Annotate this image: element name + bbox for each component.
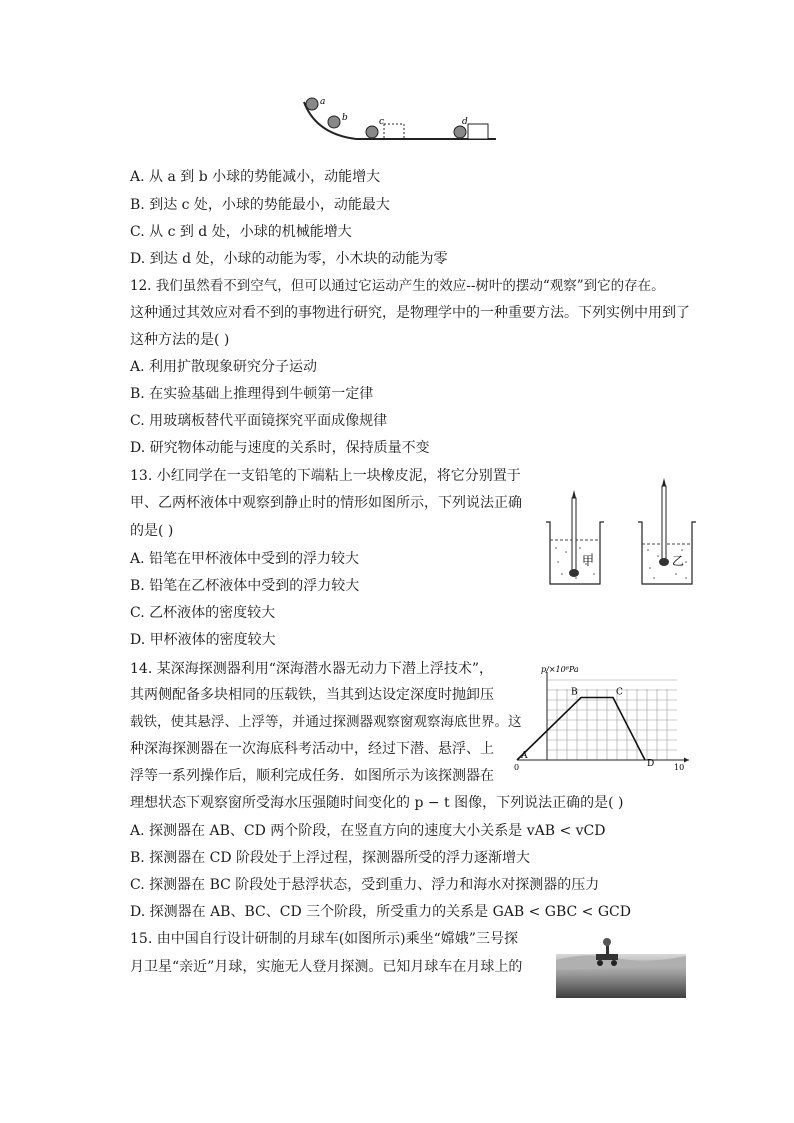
q14-stem-line6: 理想状态下观察窗所受海水压强随时间变化的 p − t 图像，下列说法正确的是( ) [130,795,624,811]
q13-option-d: D. 甲杯液体的密度较大 [130,632,276,648]
point-label-C: C [616,687,623,698]
q11-label-b: b [342,113,348,123]
q11-option-d: D. 到达 d 处，小球的动能为零，小木块的动能为零 [130,251,448,267]
q14-option-b: B. 探测器在 CD 阶段处于上浮过程，探测器所受的浮力逐渐增大 [130,850,531,866]
q11-option-a: A. 从 a 到 b 小球的势能减小，动能增大 [130,169,381,185]
q11-label-d: d [462,117,468,127]
q14-stem-line5: 浮等一系列操作后，顺利完成任务．如图所示为该探测器在 [130,768,494,784]
q13-label-jia: 甲 [582,554,595,568]
chart-grid [547,680,677,760]
q14-stem-line3: 载铁，使其悬浮、上浮等，并通过探测器观察窗观察海底世界。这 [130,714,522,730]
q13-label-yi: 乙 [672,554,685,568]
q13-stem-line2: 甲、乙两杯液体中观察到静止时的情形如图所示，下列说法正确 [130,495,522,511]
q12-option-c: C. 用玻璃板替代平面镜探究平面成像规律 [130,413,388,429]
q12-option-b: B. 在实验基础上推理得到牛顿第一定律 [130,386,374,402]
q14-option-a: A. 探测器在 AB、CD 两个阶段，在竖直方向的速度大小关系是 vAB < vCD [130,823,606,839]
q15-lunar-rover-photo [556,936,686,998]
q12-stem-line3: 这种方法的是( ) [130,332,230,348]
point-label-D: D [647,759,655,769]
q13-beakers-figure [540,478,700,586]
q14-stem-line1: 14. 某深海探测器利用“深海潜水器无动力下潜上浮技术”， [130,661,494,677]
q11-label-a: a [320,97,326,107]
q13-option-a: A. 铅笔在甲杯液体中受到的浮力较大 [130,551,360,567]
q15-stem-line2: 月卫星“亲近”月球，实施无人登月探测。已知月球车在月球上的 [130,959,523,975]
beaker-right [638,478,696,584]
q11-option-b: B. 到达 c 处，小球的势能最小，动能最大 [130,197,390,213]
q12-stem-line1: 12. 我们虽然看不到空气，但可以通过它运动产生的效应--树叶的摆动“观察”到它的存在。 [130,278,665,294]
x-tick-label: 10 [674,763,685,772]
beaker-left [546,490,604,584]
q14-stem-line2: 其两侧配备多块相同的压载铁，当其到达设定深度时抛卸压 [130,687,494,703]
point-label-A: A [521,751,528,761]
q15-stem-line1: 15. 由中国自行设计研制的月球车(如图所示)乘坐“嫦娥”三号探 [130,931,518,947]
chart-axes [514,672,689,772]
x-tick-label: 0 [514,763,520,772]
series-line [517,698,645,761]
q14-option-c: C. 探测器在 BC 阶段处于悬浮状态，受到重力、浮力和海水对探测器的压力 [130,877,600,893]
chart-y-axis-label: p/×10⁶Pa [541,665,579,674]
q12-option-d: D. 研究物体动能与速度的关系时，保持质量不变 [130,440,430,456]
q12-option-a: A. 利用扩散现象研究分子运动 [130,359,318,375]
q13-option-b: B. 铅笔在乙杯液体中受到的浮力较大 [130,578,360,594]
q14-pt-chart [505,660,695,772]
q11-label-c: c [379,117,385,127]
x-axis-arrow [684,758,689,763]
q12-stem-line2: 这种通过其效应对看不到的事物进行研究，是物理学中的一种重要方法。下列实例中用到了 [130,305,690,321]
q14-option-d: D. 探测器在 AB、BC、CD 三个阶段，所受重力的关系是 GAB < GBC < GCD [130,904,631,920]
q13-stem-line3: 的是( ) [130,523,174,539]
q11-ramp-figure [296,94,506,146]
q11-option-c: C. 从 c 到 d 处，小球的机械能增大 [130,224,352,240]
q13-option-c: C. 乙杯液体的密度较大 [130,605,276,621]
point-label-B: B [571,687,578,698]
q14-stem-line4: 种深海探测器在一次海底科考活动中，经过下潜、悬浮、上 [130,741,494,757]
q13-stem-line1: 13. 小红同学在一支铅笔的下端粘上一块橡皮泥，将它分别置于 [130,468,521,484]
